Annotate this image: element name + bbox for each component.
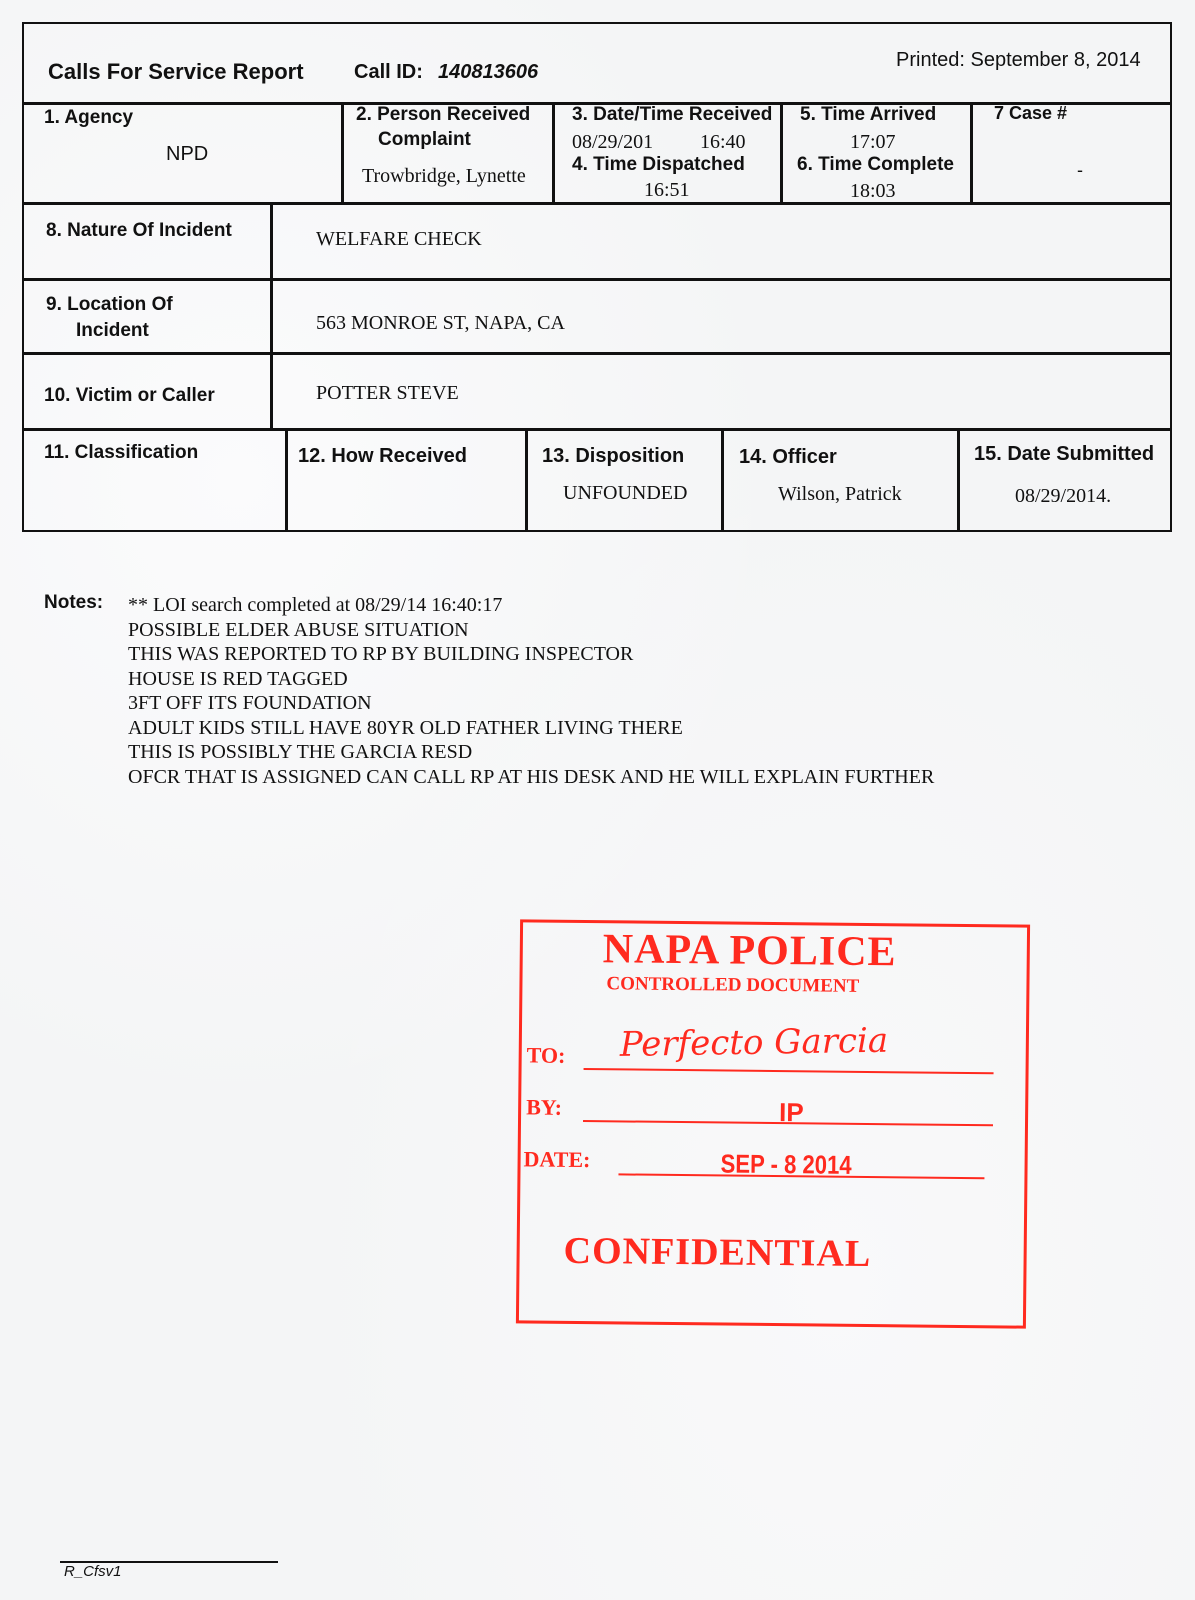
agency-value: NPD: [166, 143, 209, 165]
cell-divider: [525, 428, 528, 532]
date-submitted-label: 15. Date Submitted: [974, 443, 1155, 465]
disposition: UNFOUNDED: [563, 482, 688, 504]
time-received: 16:40: [700, 131, 746, 153]
officer-label: 14. Officer: [739, 446, 837, 468]
stamp-to-label: TO:: [526, 1042, 566, 1068]
date-received-label: 3. Date/Time Received: [572, 104, 773, 125]
row-divider: [24, 278, 1170, 281]
location-of-incident: 563 MONROE ST, NAPA, CA: [316, 312, 565, 334]
stamp-confidential: CONFIDENTIAL: [563, 1229, 872, 1276]
cell-divider: [970, 102, 973, 202]
case-number: -: [1077, 160, 1083, 180]
time-arrived-label: 5. Time Arrived: [800, 104, 937, 125]
cell-divider: [341, 102, 344, 202]
form-code: R_Cfsv1: [64, 1563, 122, 1580]
controlled-document-stamp: [516, 919, 1030, 1328]
nature-label: 8. Nature Of Incident: [46, 220, 232, 241]
row-divider: [24, 202, 1170, 205]
note-line: HOUSE IS RED TAGGED: [128, 667, 348, 690]
case-number-label: 7 Case #: [994, 103, 1068, 123]
person-received: Trowbridge, Lynette: [362, 165, 526, 187]
stamp-to-signature: Perfecto Garcia: [619, 1020, 889, 1065]
note-line: POSSIBLE ELDER ABUSE SITUATION: [128, 618, 469, 641]
location-label-2: Incident: [76, 320, 149, 341]
time-complete: 18:03: [850, 180, 896, 202]
person-label: 2. Person Received: [356, 104, 531, 125]
person-label-2: Complaint: [378, 129, 471, 150]
stamp-date-value: SEP - 8 2014: [720, 1148, 852, 1180]
row-divider: [24, 428, 1170, 431]
note-line: ** LOI search completed at 08/29/14 16:40:17: [128, 594, 503, 616]
call-id-label: Call ID:: [354, 61, 423, 83]
time-complete-label: 6. Time Complete: [797, 154, 954, 175]
cell-divider: [552, 102, 555, 202]
stamp-by-value: IP: [778, 1097, 804, 1128]
time-dispatched: 16:51: [644, 179, 690, 201]
stamp-to-rule: [584, 1068, 994, 1074]
victim-or-caller: POTTER STEVE: [316, 382, 459, 404]
cell-divider: [780, 102, 783, 202]
stamp-date-label: DATE:: [523, 1146, 591, 1173]
victim-label: 10. Victim or Caller: [44, 385, 215, 406]
date-received: 08/29/201: [572, 131, 654, 153]
cell-divider: [285, 428, 288, 532]
how-received-label: 12. How Received: [298, 445, 467, 467]
classification-label: 11. Classification: [44, 442, 199, 463]
report-title: Calls For Service Report: [48, 59, 304, 84]
agency-label: 1. Agency: [44, 107, 134, 128]
cell-divider: [270, 202, 273, 428]
note-line: THIS IS POSSIBLY THE GARCIA RESD: [128, 741, 473, 763]
disposition-label: 13. Disposition: [542, 445, 685, 467]
cell-divider: [957, 428, 960, 532]
note-line: THIS WAS REPORTED TO RP BY BUILDING INSPECTOR: [128, 643, 634, 665]
time-dispatched-label: 4. Time Dispatched: [572, 154, 745, 175]
call-id: 140813606: [438, 61, 539, 83]
note-line: ADULT KIDS STILL HAVE 80YR OLD FATHER LIVING THERE: [128, 716, 683, 739]
stamp-title: NAPA POLICE: [602, 926, 897, 976]
notes-label: Notes:: [44, 592, 104, 613]
date-submitted: 08/29/2014.: [1015, 485, 1112, 507]
printed-date: Printed: September 8, 2014: [896, 49, 1141, 71]
cell-divider: [721, 428, 724, 532]
note-line: OFCR THAT IS ASSIGNED CAN CALL RP AT HIS DESK AND HE WILL EXPLAIN FURTHER: [128, 765, 935, 788]
notes-block: [128, 593, 934, 789]
row-divider: [24, 352, 1170, 355]
nature-of-incident: WELFARE CHECK: [316, 228, 482, 250]
location-label: 9. Location Of: [46, 294, 173, 315]
stamp-subtitle: CONTROLLED DOCUMENT: [606, 973, 860, 997]
officer: Wilson, Patrick: [778, 483, 902, 505]
time-arrived: 17:07: [850, 131, 896, 153]
stamp-by-label: BY:: [526, 1094, 563, 1120]
note-line: 3FT OFF ITS FOUNDATION: [128, 692, 372, 714]
